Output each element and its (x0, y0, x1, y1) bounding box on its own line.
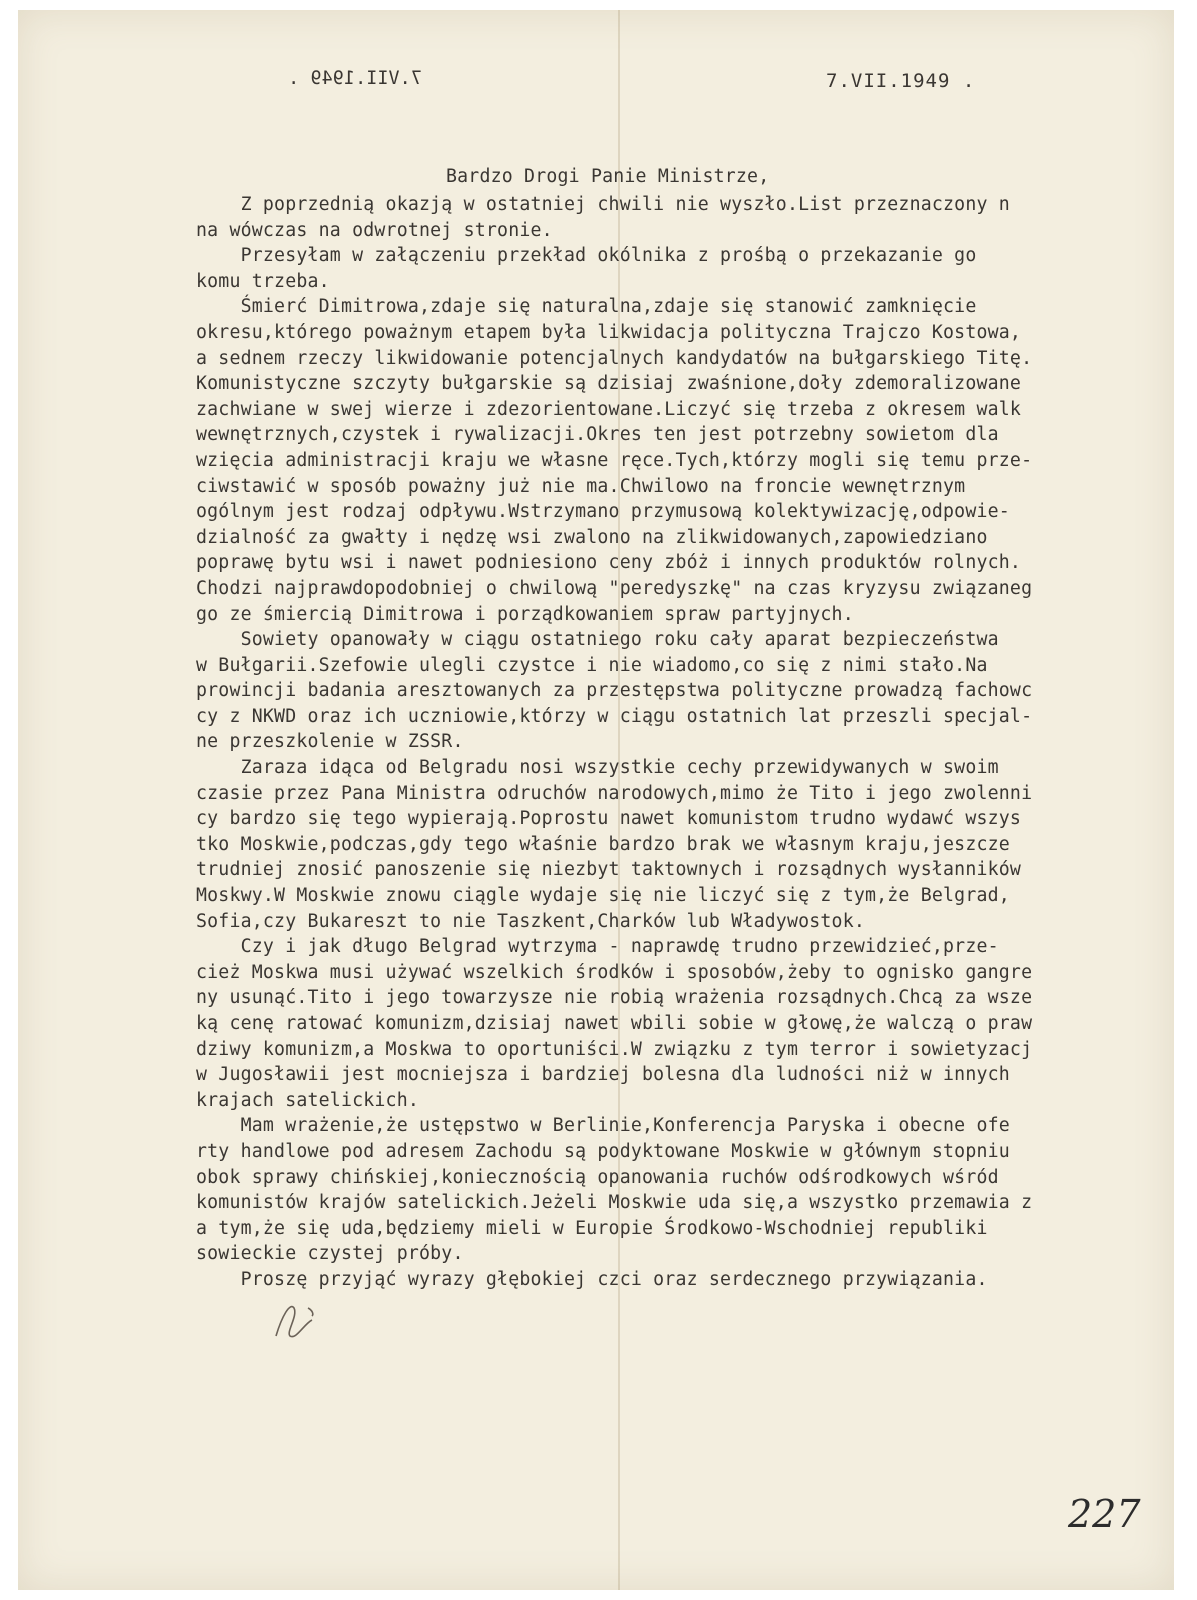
letter-line: prowincji badania aresztowanych za przestępstwa polityczne prowadzą fachowc (196, 680, 1033, 702)
letter-line: w Jugosławii jest mocniejsza i bardziej bolesna dla ludności niż w innych (196, 1064, 1010, 1086)
letter-line: Sofia,czy Bukareszt to nie Taszkent,Charków lub Władywostok. (196, 910, 865, 932)
letter-line: na wówczas na odwrotnej stronie. (196, 219, 553, 241)
document-page (18, 10, 1174, 1590)
letter-line: rty handlowe pod adresem Zachodu są podyktowane Moskwie w głównym stopniu (196, 1140, 1010, 1162)
letter-line: sowieckie czystej próby. (196, 1243, 464, 1265)
letter-line: dzialność za gwałty i nędzę wsi zwalono na zlikwidowanych,zapowiedziano (196, 526, 988, 548)
letter-line: ny usunąć.Tito i jego towarzysze nie robią wrażenia rozsądnych.Chcą za wsze (196, 987, 1033, 1009)
letter-line: tko Moskwie,podczas,gdy tego właśnie bardzo brak we własnym kraju,jeszcze (196, 833, 1010, 855)
letter-line: czasie przez Pana Ministra odruchów narodowych,mimo że Tito i jego zwolenni (196, 782, 1033, 804)
letter-line: cy bardzo się tego wypierają.Poprostu nawet komunistom trudno wydawć wszys (196, 808, 1022, 830)
letter-line: go ze śmiercią Dimitrowa i porządkowaniem spraw partyjnych. (196, 603, 854, 625)
letter-line: ciwstawić w sposób poważny już nie ma.Chwilowo na froncie wewnętrznym (196, 475, 966, 497)
letter-line: w Bułgarii.Szefowie ulegli czystce i nie wiadomo,co się z nimi stało.Na (196, 654, 988, 676)
letter-line: a sednem rzeczy likwidowanie potencjalnych kandydatów na bułgarskiego Titę. (196, 347, 1033, 369)
letter-line: obok sprawy chińskiej,koniecznością opanowania ruchów odśrodkowych wśród (196, 1166, 999, 1188)
letter-line: zachwiane w swej wierze i zdezorientowane.Liczyć się trzeba z okresem walk (196, 398, 1022, 420)
letter-line: Śmierć Dimitrowa,zdaje się naturalna,zdaje się stanowić zamknięcie (196, 296, 977, 318)
letter-line: okresu,którego poważnym etapem była likwidacja polityczna Trajczo Kostowa, (196, 321, 1022, 343)
letter-date: 7.VII.1949 . (826, 70, 976, 92)
letter-line: wewnętrznych,czystek i rywalizacji.Okres ten jest potrzebny sowietom dla (196, 424, 999, 446)
letter-line: dziwy komunizm,a Moskwa to oportuniści.W związku z tym terror i sowietyzacj (196, 1038, 1033, 1060)
letter-line: Zaraza idąca od Belgradu nosi wszystkie cechy przewidywanych w swoim (196, 757, 999, 779)
letter-line: ne przeszkolenie w ZSSR. (196, 731, 464, 753)
letter-line: komu trzeba. (196, 270, 330, 292)
letter-line: Moskwy.W Moskwie znowu ciągle wydaje się nie liczyć się z tym,że Belgrad, (196, 885, 1010, 907)
letter-line: poprawę bytu wsi i nawet podniesiono ceny zbóż i innych produktów rolnych. (196, 552, 1022, 574)
letter-body (196, 192, 1032, 1293)
letter-line: Czy i jak długo Belgrad wytrzyma - naprawdę trudno przewidzieć,prze- (196, 936, 999, 958)
letter-line: komunistów krajów satelickich.Jeżeli Moskwie uda się,a wszystko przemawia z (196, 1192, 1033, 1214)
letter-line: Z poprzednią okazją w ostatniej chwili nie wyszło.List przeznaczony n (196, 194, 1010, 215)
letter-salutation: Bardzo Drogi Panie Ministrze, (446, 166, 770, 187)
letter-line: cy z NKWD oraz ich uczniowie,którzy w ciągu ostatnich lat przeszli specjal- (196, 705, 1033, 727)
bleed-through-date: 7.VII.1949 . (288, 68, 422, 89)
letter-line: Sowiety opanowały w ciągu ostatniego roku cały aparat bezpieczeństwa (196, 629, 999, 651)
page-number: 227 (1068, 1492, 1141, 1536)
letter-line: cież Moskwa musi używać wszelkich środków i sposobów,żeby to ognisko gangre (196, 961, 1033, 983)
letter-line: krajach satelickich. (196, 1089, 419, 1111)
letter-line: Mam wrażenie,że ustępstwo w Berlinie,Konferencja Paryska i obecne ofe (196, 1115, 1010, 1137)
letter-line: ką cenę ratować komunizm,dzisiaj nawet wbili sobie w głowę,że walczą o praw (196, 1013, 1033, 1034)
letter-line: trudniej znosić panoszenie się niezbyt taktownych i rozsądnych wysłanników (196, 859, 1022, 881)
letter-line: Chodzi najprawdopodobniej o chwilową "peredyszkę" na czas kryzysu związaneg (196, 577, 1033, 599)
letter-line: a tym,że się uda,będziemy mieli w Europie Środkowo-Wschodniej republiki (196, 1217, 988, 1239)
letter-line: Proszę przyjąć wyrazy głębokiej czci oraz serdecznego przywiązania. (196, 1268, 988, 1290)
letter-line: Komunistyczne szczyty bułgarskie są dzisiaj zwaśnione,doły zdemoralizowane (196, 373, 1022, 395)
signature-mark (268, 1296, 328, 1346)
letter-line: ogólnym jest rodzaj odpływu.Wstrzymano przymusową kolektywizację,odpowie- (196, 501, 1010, 523)
letter-line: wzięcia administracji kraju we własne ręce.Tych,którzy mogli się temu prze- (196, 449, 1033, 471)
letter-line: Przesyłam w załączeniu przekład okólnika z prośbą o przekazanie go (196, 245, 977, 267)
